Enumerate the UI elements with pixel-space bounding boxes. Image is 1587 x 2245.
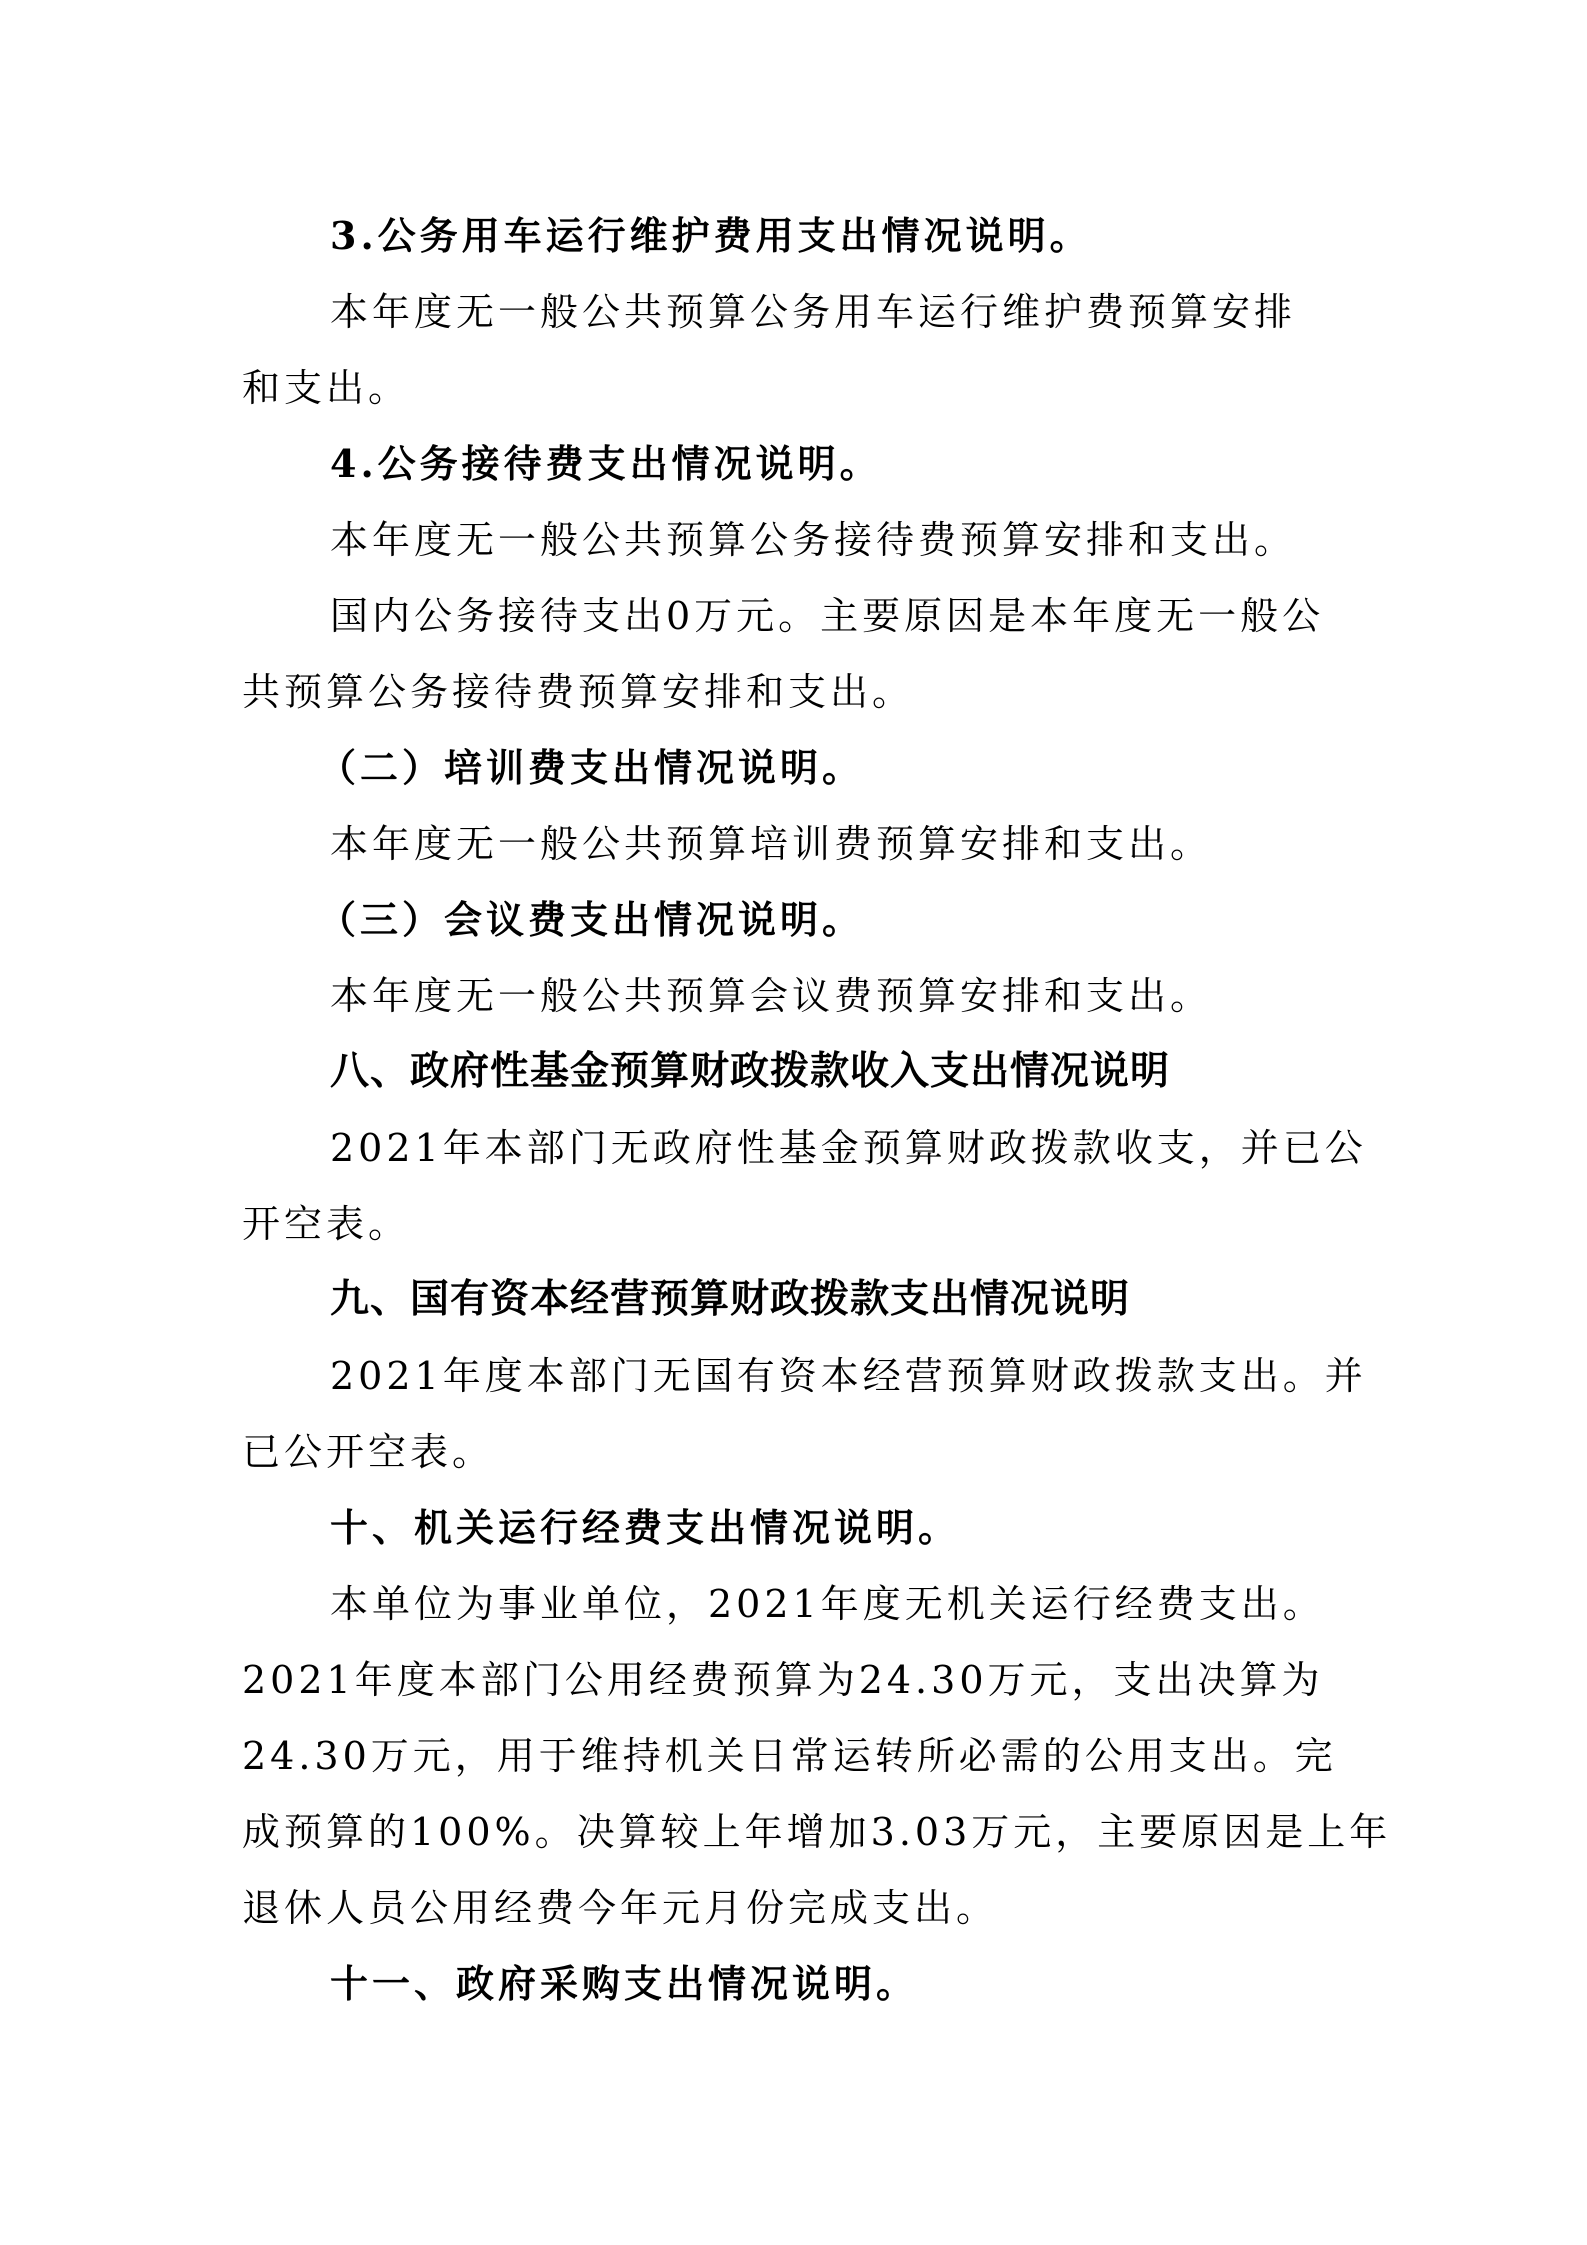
paragraph-line: 退休人员公用经费今年元月份完成支出。 (242, 1886, 999, 1930)
heading-8: 八、政府性基金预算财政拨款收入支出情况说明 (330, 1049, 1171, 1094)
item-4-title: 4.公务接待费支出情况说明。 (330, 441, 882, 486)
heading-10: 十、机关运行经费支出情况说明。 (330, 1505, 961, 1550)
paragraph-line: 24.30万元，用于维持机关日常运转所必需的公用支出。完 (242, 1734, 1337, 1778)
section-2-title: （二）培训费支出情况说明。 (318, 745, 865, 790)
paragraph-line: 共预算公务接待费预算安排和支出。 (242, 670, 915, 714)
heading-11: 十一、政府采购支出情况说明。 (330, 1961, 919, 2006)
paragraph-line: 成预算的100%。决算较上年增加3.03万元，主要原因是上年 (242, 1810, 1392, 1854)
paragraph-line: 开空表。 (242, 1202, 411, 1246)
paragraph-line: 本年度无一般公共预算培训费预算安排和支出。 (330, 822, 1213, 866)
paragraph-line: 本年度无一般公共预算会议费预算安排和支出。 (330, 974, 1213, 1018)
paragraph-line: 国内公务接待支出0万元。主要原因是本年度无一般公 (330, 594, 1325, 638)
paragraph-line: 和支出。 (242, 366, 411, 410)
paragraph-line: 2021年度本部门公用经费预算为24.30万元，支出决算为 (242, 1658, 1324, 1702)
item-3-title: 3.公务用车运行维护费用支出情况说明。 (330, 213, 1092, 258)
paragraph-line: 本单位为事业单位，2021年度无机关运行经费支出。 (330, 1582, 1325, 1626)
section-3-title: （三）会议费支出情况说明。 (318, 897, 865, 942)
heading-9: 九、国有资本经营预算财政拨款支出情况说明 (330, 1277, 1131, 1322)
paragraph-line: 2021年本部门无政府性基金预算财政拨款收支，并已公 (330, 1126, 1367, 1170)
paragraph-line: 本年度无一般公共预算公务用车运行维护费预算安排 (330, 290, 1297, 334)
paragraph-line: 本年度无一般公共预算公务接待费预算安排和支出。 (330, 518, 1297, 562)
paragraph-line: 已公开空表。 (242, 1430, 495, 1474)
paragraph-line: 2021年度本部门无国有资本经营预算财政拨款支出。并 (330, 1354, 1367, 1398)
